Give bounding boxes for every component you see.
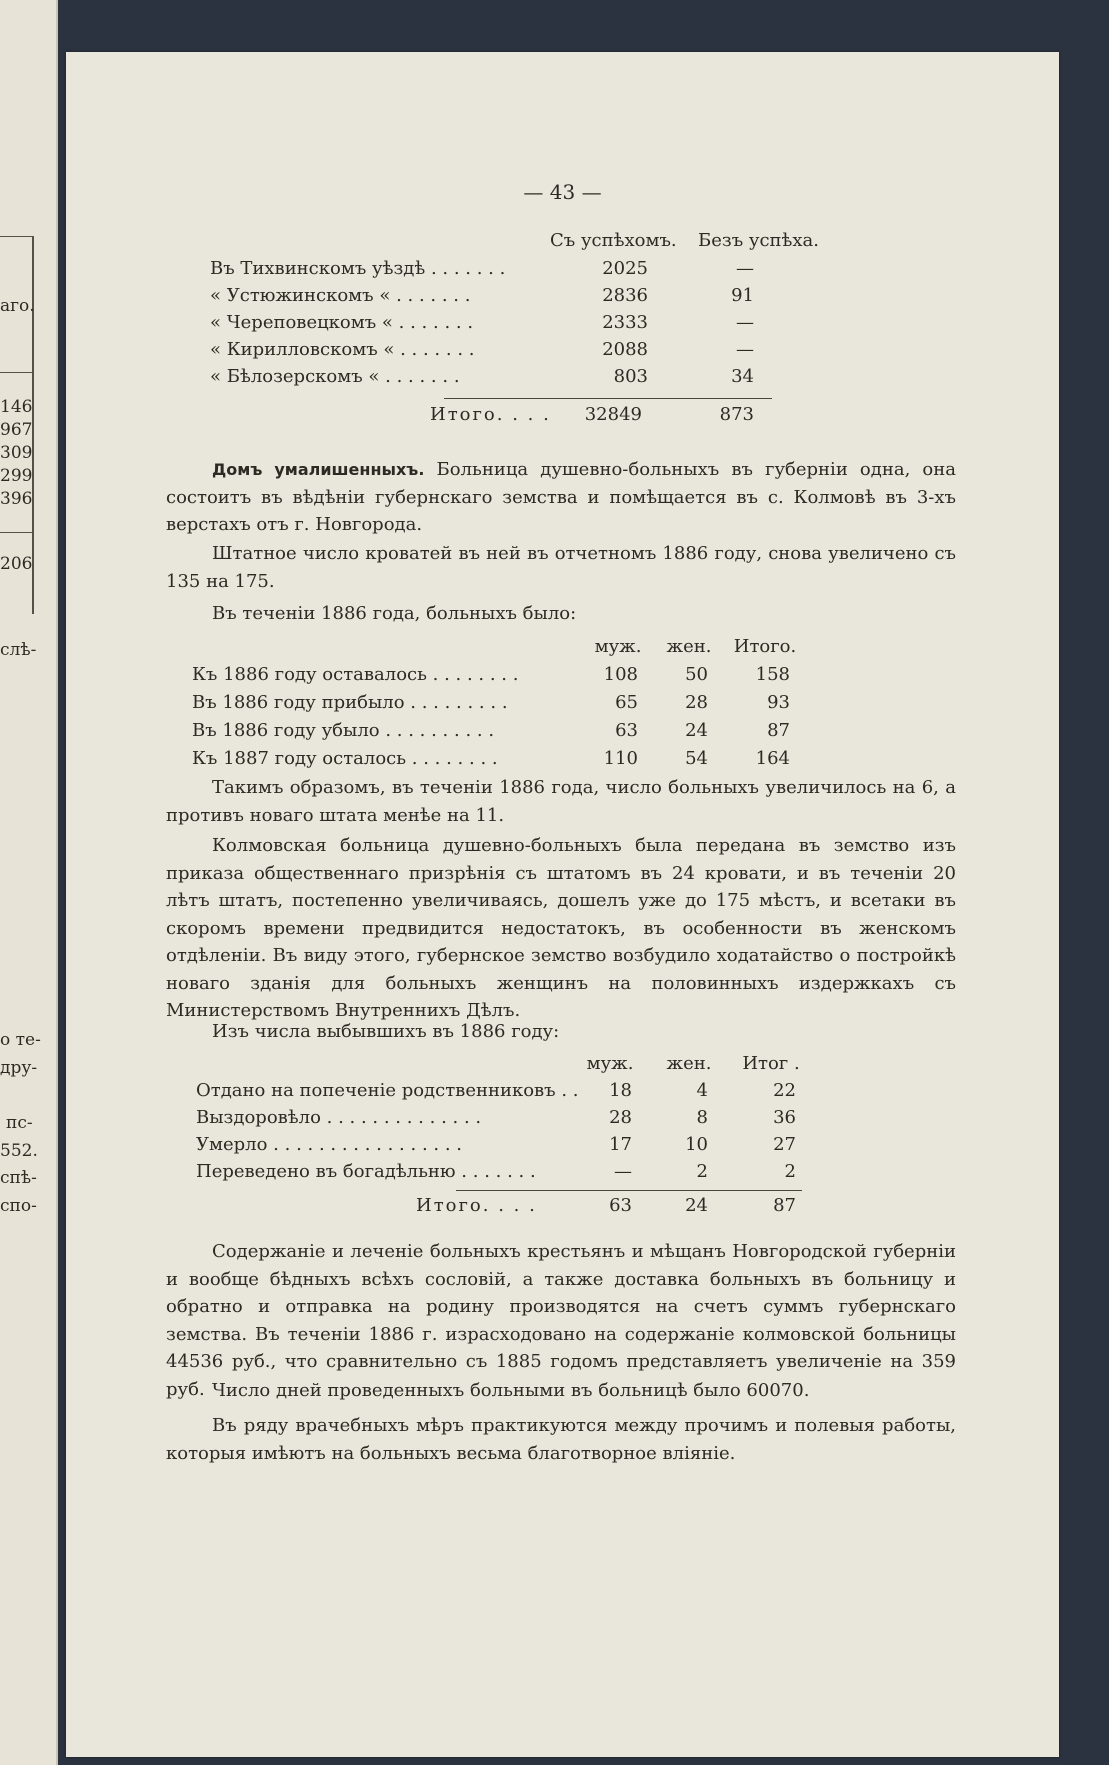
paragraph-patients-intro — [166, 600, 956, 628]
table3-total-label: Итого. . . . — [416, 1195, 537, 1216]
table1-row-failure: — — [736, 339, 754, 360]
table1-row-success: 803 — [613, 366, 648, 387]
table3-total-rule — [456, 1190, 802, 1191]
table3-total-total: 87 — [773, 1195, 796, 1216]
table3-header-male: муж. — [586, 1053, 634, 1074]
table3-row-total: 2 — [784, 1161, 796, 1182]
paragraph-days — [166, 1377, 956, 1405]
table3-header-total: Итог . — [742, 1053, 800, 1074]
table3-row-label: Умерло . . . . . . . . . . . . . . . . . — [196, 1134, 462, 1155]
table3-row-total: 22 — [773, 1080, 796, 1101]
left-fragment: о те- — [0, 1030, 41, 1050]
paragraph-text: Въ ряду врачебныхъ мѣръ практикуются между прочимъ и полевыя работы, которыя имѣютъ на больныхъ весьма благотворное вліяніе. — [166, 1415, 956, 1464]
left-fragment: 299 — [0, 466, 33, 486]
left-rule — [0, 372, 34, 373]
left-fragment: спѣ- — [0, 1168, 37, 1188]
table1-row-success: 2025 — [602, 258, 648, 279]
table2-header-male: муж. — [594, 636, 642, 657]
document-page — [66, 52, 1059, 1757]
left-fragment: пс- — [6, 1113, 33, 1133]
table1-row-label: Въ Тихвинскомъ уѣздѣ . . . . . . . — [210, 258, 506, 279]
table2-header-total: Итого. — [733, 636, 797, 657]
paragraph-history — [166, 832, 956, 1025]
section-heading: Домъ умалишенныхъ. — [212, 460, 425, 479]
left-rule — [0, 532, 34, 533]
table3-row-female: 2 — [696, 1161, 708, 1182]
left-rule — [0, 236, 34, 237]
left-fragment: спо- — [0, 1196, 37, 1216]
table1-header-failure: Безъ успѣха. — [698, 230, 819, 251]
table2-row-male: 63 — [615, 720, 638, 741]
paragraph-text: Число дней проведенныхъ больными въ больницѣ было 60070. — [212, 1380, 810, 1401]
table1-total-failure: 873 — [719, 404, 754, 425]
left-fragment: 309 — [0, 443, 33, 463]
page-number: — 43 — — [523, 180, 602, 204]
table3-row-total: 27 — [773, 1134, 796, 1155]
table2-row-male: 108 — [603, 664, 638, 685]
table1-header-success: Съ успѣхомъ. — [550, 230, 677, 251]
table2-row-female: 50 — [685, 664, 708, 685]
table1-row-label: « Устюжинскомъ « . . . . . . . — [210, 285, 471, 306]
table2-row-label: Къ 1886 году оставалось . . . . . . . . — [192, 664, 519, 685]
paragraph-asylum-intro — [166, 456, 956, 539]
table3-row-female: 10 — [685, 1134, 708, 1155]
table2-row-label: Къ 1887 году осталось . . . . . . . . — [192, 748, 498, 769]
paragraph-fieldwork — [166, 1412, 956, 1467]
left-fragment: 396 — [0, 489, 33, 509]
table1-row-label: « Кирилловскомъ « . . . . . . . — [210, 339, 475, 360]
paragraph-text: Въ теченіи 1886 года, больныхъ было: — [212, 603, 577, 624]
table3-row-total: 36 — [773, 1107, 796, 1128]
paragraph-text: Колмовская больница душевно-больныхъ была передана въ земство изъ приказа общественнаго призрѣнія съ штатомъ въ 24 кровати, и въ теченіи 20 лѣтъ штатъ, постепенно увеличиваясь, дошелъ уже до 175 мѣстъ, и всетаки въ скоромъ времени предвидится недостатокъ, въ особенности въ женскомъ отдѣленіи. Въ виду этого, губернское земство возбудило ходатайство о постройкѣ новаго зданія для больныхъ женщинъ на половинныхъ издержкахъ съ Министерствомъ Внутреннихъ Дѣлъ. — [166, 835, 956, 1021]
table3-row-label: Выздоровѣло . . . . . . . . . . . . . . — [196, 1107, 482, 1128]
table3-total-female: 24 — [685, 1195, 708, 1216]
table2-row-total: 158 — [755, 664, 790, 685]
left-fragment: 146 — [0, 397, 33, 417]
table3-row-male: 28 — [609, 1107, 632, 1128]
table3-row-label: Переведено въ богадѣльню . . . . . . . — [196, 1161, 536, 1182]
table1-row-success: 2333 — [602, 312, 648, 333]
table2-header-female: жен. — [666, 636, 712, 657]
paragraph-text: Изъ числа выбывшихъ въ 1886 году: — [212, 1021, 560, 1042]
table1-total-label: Итого. . . . — [430, 404, 551, 425]
table2-row-female: 28 — [685, 692, 708, 713]
table3-row-male: 17 — [609, 1134, 632, 1155]
paragraph-beds — [166, 540, 956, 595]
table2-row-female: 54 — [685, 748, 708, 769]
table2-row-total: 93 — [767, 692, 790, 713]
left-fragment: 552. — [0, 1141, 38, 1161]
table3-header-female: жен. — [666, 1053, 712, 1074]
table2-row-total: 87 — [767, 720, 790, 741]
paragraph-conclusion — [166, 774, 956, 829]
table1-row-success: 2088 — [602, 339, 648, 360]
table1-row-label: « Бѣлозерскомъ « . . . . . . . — [210, 366, 460, 387]
table3-row-male: — — [614, 1161, 632, 1182]
table1-row-failure: — — [736, 258, 754, 279]
table2-row-total: 164 — [755, 748, 790, 769]
left-fragment: 206 — [0, 554, 33, 574]
table2-row-male: 110 — [603, 748, 638, 769]
table3-row-label: Отдано на попеченіе родственниковъ . . — [196, 1080, 579, 1101]
paragraph-text: Больница душевно-больныхъ въ губерніи одна, она состоитъ въ вѣдѣніи губернскаго земства и помѣщается въ с. Колмовѣ въ 3-хъ верстахъ отъ г. Новгорода. — [166, 459, 956, 535]
table2-row-male: 65 — [615, 692, 638, 713]
paragraph-text: Такимъ образомъ, въ теченіи 1886 года, число больныхъ увеличилось на 6, а противъ новаго штата менѣе на 11. — [166, 777, 956, 826]
table1-total-rule — [444, 398, 772, 399]
table2-row-female: 24 — [685, 720, 708, 741]
paragraph-text: Содержаніе и леченіе больныхъ крестьянъ и мѣщанъ Новгородской губерніи и вообще бѣдныхъ всѣхъ сословій, а также доставка больныхъ въ больницу и обратно и отправка на родину производятся на счетъ суммъ губернскаго земства. Въ теченіи 1886 г. израсходовано на содержаніе колмовской больницы 44536 руб., что сравнительно съ 1885 годомъ представляетъ увеличеніе на 359 руб. — [166, 1241, 956, 1400]
left-fragment: дру- — [0, 1058, 38, 1078]
left-fragment: 967 — [0, 420, 33, 440]
table1-row-failure: 91 — [731, 285, 754, 306]
left-fragment: слѣ- — [0, 640, 37, 660]
table1-row-success: 2836 — [602, 285, 648, 306]
table3-total-male: 63 — [609, 1195, 632, 1216]
table2-row-label: Въ 1886 году убыло . . . . . . . . . . — [192, 720, 495, 741]
table3-row-female: 4 — [696, 1080, 708, 1101]
table1-row-failure: 34 — [731, 366, 754, 387]
table1-total-success: 32849 — [584, 404, 642, 425]
table1-row-failure: — — [736, 312, 754, 333]
table3-row-female: 8 — [696, 1107, 708, 1128]
left-fragment: аго. — [0, 296, 35, 316]
left-page-edge — [0, 0, 58, 1765]
table1-row-label: « Череповецкомъ « . . . . . . . — [210, 312, 474, 333]
paragraph-text: Штатное число кроватей въ ней въ отчетномъ 1886 году, снова увеличено съ 135 на 175. — [166, 543, 956, 592]
paragraph-discharged-intro — [166, 1018, 956, 1046]
table3-row-male: 18 — [609, 1080, 632, 1101]
table2-row-label: Въ 1886 году прибыло . . . . . . . . . — [192, 692, 508, 713]
